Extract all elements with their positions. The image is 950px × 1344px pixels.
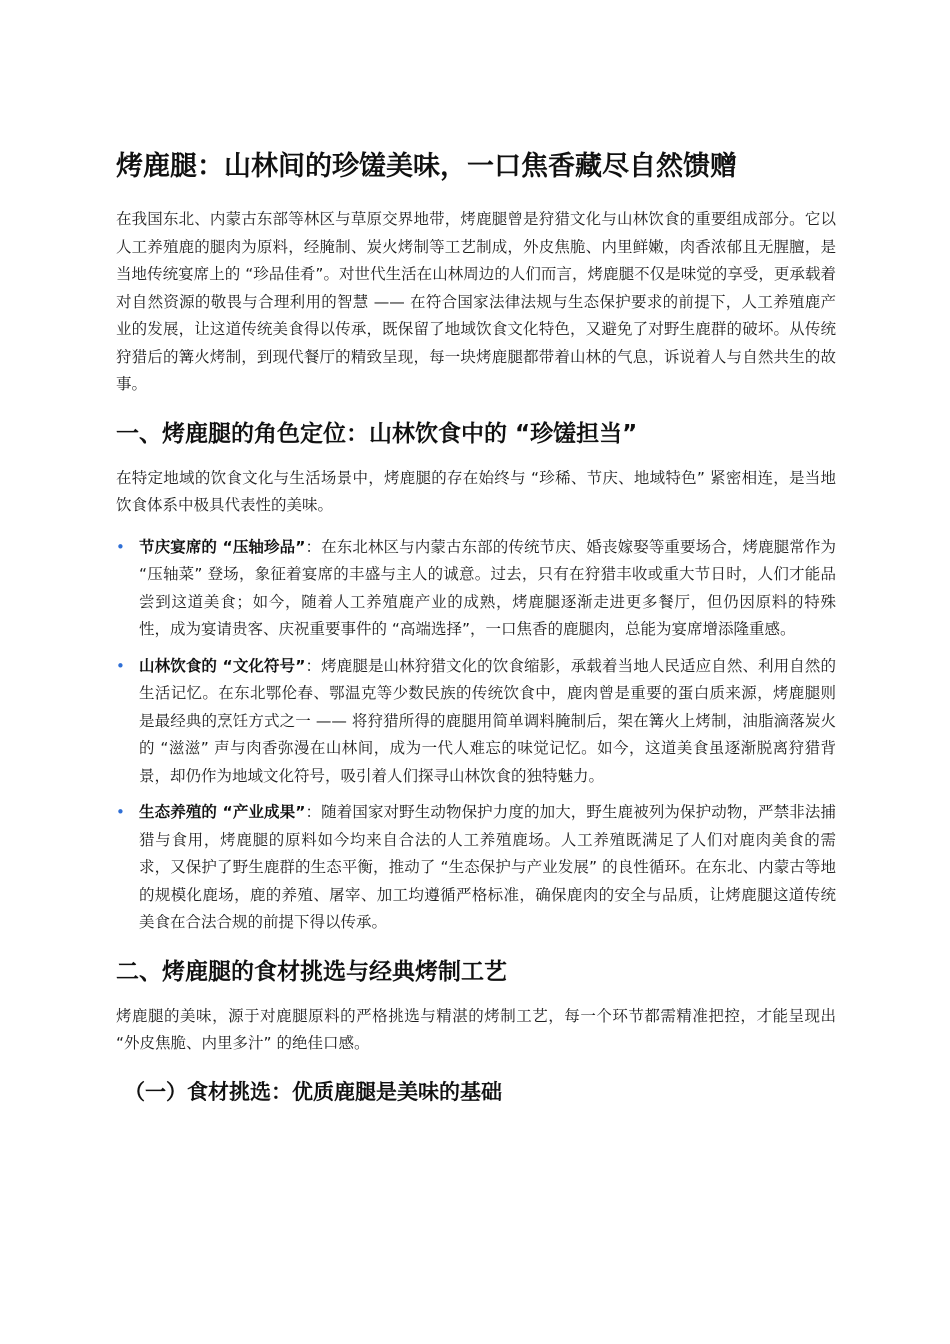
bullet-item-festival [116,534,836,644]
bullet-item-industry [116,799,836,937]
article [116,148,836,1108]
bullet-separator: ： [305,537,322,556]
section-1-bullet-list [116,534,836,937]
bullet-item-culture [116,653,836,791]
bullet-text: 随着国家对野生动物保护力度的加大，野生鹿被列为保护动物，严禁非法捕猎与食用，烤鹿腿的原料如今均来自合法的人工养殖鹿场。人工养殖既满足了人们对鹿肉美食的需求，又保护了野生鹿群的生态平衡，推动了 “生态保护与产业发展” 的良性循环。在东北、内蒙古等地的规模化鹿场，鹿的养殖、屠宰、加工均遵循严格标准，确保鹿肉的安全与品质，让烤鹿腿这道传统美食在合法合规的前提下得以传承。 [139,803,836,931]
section-2-subheading-1: （一）食材挑选：优质鹿腿是美味的基础 [124,1079,502,1104]
bullet-dot-icon: • [116,537,125,556]
bullet-dot-icon: • [116,803,125,821]
intro-paragraph: 在我国东北、内蒙古东部等林区与草原交界地带，烤鹿腿曾是狩猎文化与山林饮食的重要组成部分。它以人工养殖鹿的腿肉为原料，经腌制、炭火烤制等工艺制成，外皮焦脆、内里鲜嫩，肉香浓郁且无腥膻，是当地传统宴席上的 “珍品佳肴”。对世代生活在山林周边的人们而言，烤鹿腿不仅是味觉的享受，更承载着对自然资源的敬畏与合理利用的智慧 —— 在符合国家法律法规与生态保护要求的前提下，人工养殖鹿产业的发展，让这道传统美食得以传承，既保留了地域饮食文化特色，又避免了对野生鹿群的破坏。从传统狩猎后的篝火烤制，到现代餐厅的精致呈现，每一块烤鹿腿都带着山林的气息，诉说着人与自然共生的故事。 [116,210,836,393]
bullet-text: 烤鹿腿是山林狩猎文化的饮食缩影，承载着当地人民适应自然、利用自然的生活记忆。在东北鄂伦春、鄂温克等少数民族的传统饮食中，鹿肉曾是重要的蛋白质来源，烤鹿腿则是最经典的烹饪方式之一 —— 将狩猎所得的鹿腿用简单调料腌制后，架在篝火上烤制，油脂滴落炭火的 “滋滋” 声与肉香弥漫在山林间，成为一代人难忘的味觉记忆。如今，这道美食虽逐渐脱离狩猎背景，却仍作为地域文化符号，吸引着人们探寻山林饮食的独特魅力。 [139,656,836,785]
bullet-separator: ： [305,656,322,675]
section-1-heading: 一、烤鹿腿的角色定位：山林饮食中的 “珍馐担当” [116,420,638,447]
bullet-separator: ： [305,803,322,821]
bullet-label: 生态养殖的 “产业成果” [139,803,306,821]
bullet-dot-icon: • [116,656,125,675]
bullet-label: 山林饮食的 “文化符号” [139,656,306,675]
section-1-lead: 在特定地域的饮食文化与生活场景中，烤鹿腿的存在始终与 “珍稀、节庆、地域特色” 紧密相连，是当地饮食体系中极具代表性的美味。 [116,468,836,514]
article-title: 烤鹿腿：山林间的珍馐美味，一口焦香藏尽自然馈赠 [116,151,737,182]
section-2-heading: 二、烤鹿腿的食材挑选与经典烤制工艺 [116,958,507,985]
bullet-text: 在东北林区与内蒙古东部的传统节庆、婚丧嫁娶等重要场合，烤鹿腿常作为 “压轴菜” 登场，象征着宴席的丰盛与主人的诚意。过去，只有在狩猎丰收或重大节日时，人们才能品尝到这道美食；如今，随着人工养殖鹿产业的成熟，烤鹿腿逐渐走进更多餐厅，但仍因原料的特殊性，成为宴请贵客、庆祝重要事件的 “高端选择”，一口焦香的鹿腿肉，总能为宴席增添隆重感。 [139,537,836,638]
section-2-lead: 烤鹿腿的美味，源于对鹿腿原料的严格挑选与精湛的烤制工艺，每一个环节都需精准把控，才能呈现出 “外皮焦脆、内里多汁” 的绝佳口感。 [116,1006,836,1052]
bullet-label: 节庆宴席的 “压轴珍品” [139,537,306,556]
